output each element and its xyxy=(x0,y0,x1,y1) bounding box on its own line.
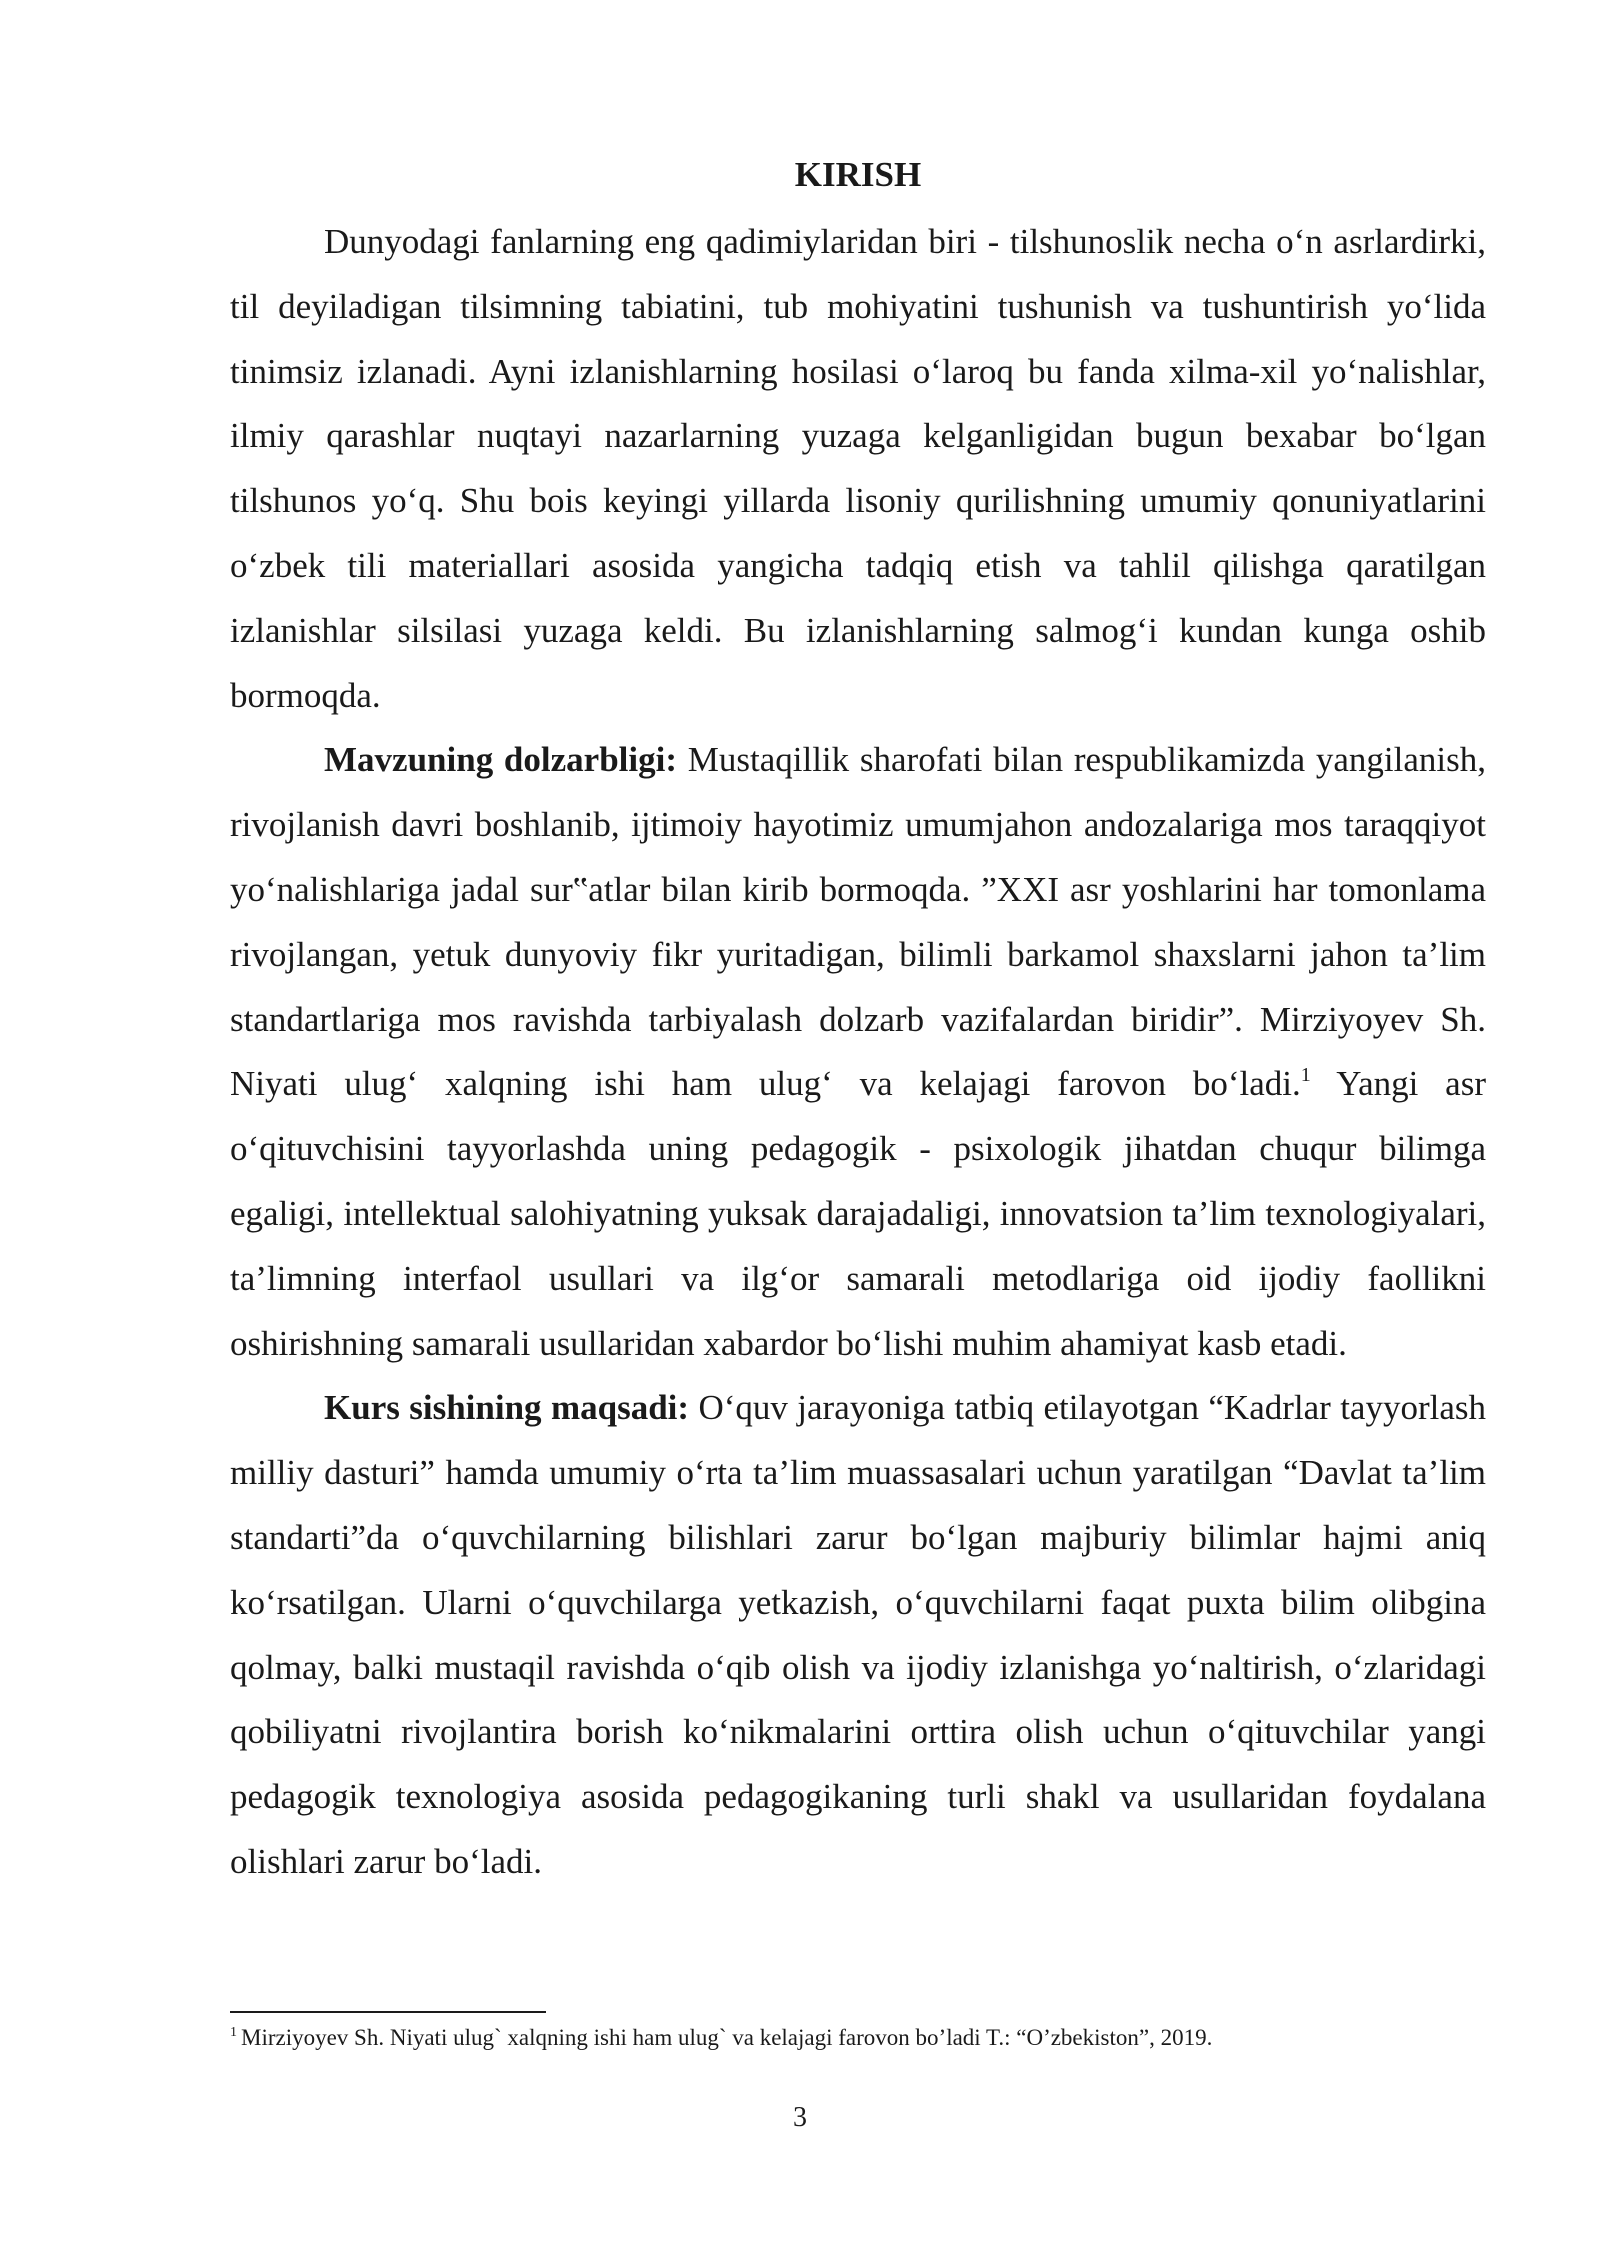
goal-lead: Kurs sishining maqsadi: xyxy=(324,1388,690,1428)
footnote-divider xyxy=(230,2011,546,2013)
page-number: 3 xyxy=(793,2102,807,2133)
footnote xyxy=(230,2022,1486,2054)
paragraph-relevance xyxy=(230,728,1486,1376)
footnote-text: Mirziyoyev Sh. Niyati ulug` xalqning ishi ham ulug` va kelajagi farovon bo’ladi T.: “O’zbekiston”, 2019. xyxy=(241,2025,1213,2050)
page-body xyxy=(230,140,1486,1895)
paragraph-goal xyxy=(230,1376,1486,1894)
paragraph-introduction: Dunyodagi fanlarning eng qadimiylaridan biri - tilshunoslik necha o‘n asrlardirki, til deyiladigan tilsimning tabiatini, tub mohiyatini tushunish va tushuntirish yo‘lida tinimsiz izlanadi. Ayni izlanishlarning hosilasi o‘laroq bu fanda xilma-xil yo‘nalishlar, ilmiy qarashlar nuqtayi nazarlarning yuzaga kelganligidan bugun bexabar bo‘lgan tilshunos yo‘q. Shu bois keyingi yillarda lisoniy qurilishning umumiy qonuniyatlarini o‘zbek tili materiallari asosida yangicha tadqiq etish va tahlil qilishga qaratilgan izlanishlar silsilasi yuzaga keldi. Bu izlanishlarning salmog‘i kundan kunga oshib bormoqda. xyxy=(230,222,1486,715)
goal-text: O‘quv jarayoniga tatbiq etilayotgan “Kadrlar tayyorlash milliy dasturi” hamda umumiy o‘rta ta’lim muassasalari uchun yaratilgan “Davlat ta’lim standarti”da o‘quvchilarning bilishlari zarur bo‘lgan majburiy bilimlar hajmi aniq ko‘rsatilgan. Ularni o‘quvchilarga yetkazish, o‘quvchilarni faqat puxta bilim olibgina qolmay, balki mustaqil ravishda o‘qib olish va ijodiy izlanishga yo‘naltirish, o‘zlaridagi qobiliyatni rivojlantira borish ko‘nikmalarini orttira olish uchun o‘qituvchilar yangi pedagogik texnologiya asosida pedagogikaning turli shakl va usullaridan foydalana olishlari zarur bo‘ladi. xyxy=(230,1388,1486,1881)
page-heading: KIRISH xyxy=(794,155,922,194)
relevance-text-after-note: Yangi asr o‘qituvchisini tayyorlashda uning pedagogik - psixologik jihatdan chuqur bilimga egaligi, intellektual salohiyatning yuksak darajadaligi, innovatsion ta’lim texnologiyalari, ta’limning interfaol usullari va ilg‘or samarali metodlariga oid ijodiy faollikni oshirishning samarali usullaridan xabardor bo‘lishi muhim ahamiyat kasb etadi. xyxy=(230,1064,1486,1363)
footnote-marker: 1 xyxy=(230,2025,237,2040)
footnote-reference[interactable]: 1 xyxy=(1300,1064,1311,1087)
relevance-text-before-note: Mustaqillik sharofati bilan respublikamizda yangilanish, rivojlanish davri boshlanib, ijtimoiy hayotimiz umumjahon andozalariga mos taraqqiyot yo‘nalishlariga jadal sur‟atlar bilan kirib bormoqda. ”XXI asr yoshlarini har tomonlama rivojlangan, yetuk dunyoviy fikr yuritadigan, bilimli barkamol shaxslarni jahon ta’lim standartlariga mos ravishda tarbiyalash dolzarb vazifalardan biridir”. Mirziyoyev Sh. Niyati ulug‘ xalqning ishi ham ulug‘ va kelajagi farovon bo‘ladi. xyxy=(230,740,1486,1104)
relevance-lead: Mavzuning dolzarbligi: xyxy=(324,740,677,780)
